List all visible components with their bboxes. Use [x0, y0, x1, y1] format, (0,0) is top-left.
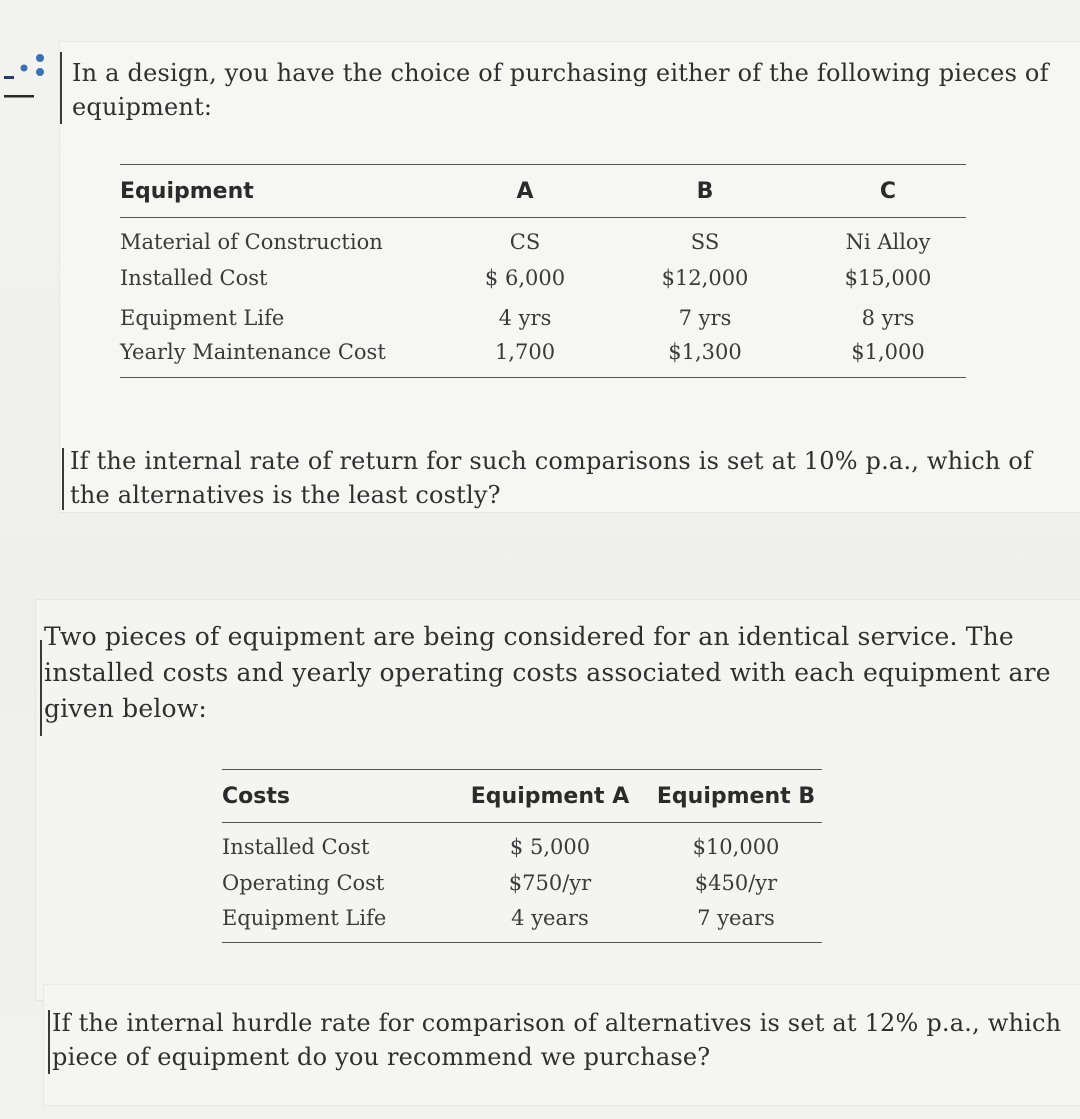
cell-c: Ni Alloy — [845, 229, 931, 254]
row-label: Installed Cost — [120, 265, 268, 290]
header-b: B — [696, 178, 714, 204]
header-costs: Costs — [222, 783, 290, 809]
cell-a: 4 years — [511, 906, 589, 931]
cell-a: $ 5,000 — [509, 834, 591, 859]
equipment-comparison-table — [120, 164, 966, 378]
problem-1-question: If the internal rate of return for such comparisons is set at 10% p.a., which of the alternatives is the least costly? — [70, 447, 1033, 509]
margin-marker-icon — [0, 50, 60, 110]
header-equipment: Equipment — [120, 178, 254, 204]
left-edge-line-1 — [60, 52, 62, 124]
table-row — [222, 863, 822, 903]
header-c: C — [879, 178, 897, 204]
table-header-row — [222, 770, 822, 823]
cell-a: CS — [509, 229, 541, 254]
cell-b: 7 years — [697, 906, 775, 931]
cell-b: $1,300 — [668, 340, 742, 365]
cell-a: 1,700 — [494, 340, 556, 365]
cell-b: $10,000 — [692, 834, 780, 859]
table-row — [120, 258, 966, 298]
table-row — [120, 338, 966, 378]
row-label: Installed Cost — [222, 834, 370, 859]
costs-comparison-table — [222, 769, 822, 943]
header-equipment-b: Equipment B — [656, 783, 816, 809]
table-row — [120, 218, 966, 258]
problem-2-intro: Two pieces of equipment are being considered for an identical service. The installed costs and yearly operating costs associated with each equipment are given below: — [44, 622, 1051, 723]
problem-2-question: If the internal hurdle rate for comparison of alternatives is set at 12% p.a., which piece of equipment do you recommend we purchase? — [52, 1009, 1062, 1071]
left-edge-line-2 — [62, 448, 64, 510]
row-label: Material of Construction — [120, 229, 383, 254]
cell-a: $750/yr — [508, 870, 592, 895]
table-row — [222, 903, 822, 943]
row-label: Operating Cost — [222, 870, 385, 895]
header-a: A — [516, 178, 534, 204]
cell-c: $15,000 — [844, 265, 932, 290]
cell-b: $12,000 — [661, 265, 749, 290]
cell-c: 8 yrs — [861, 305, 915, 330]
table-row — [222, 823, 822, 863]
left-edge-line-3 — [40, 640, 42, 736]
row-label: Equipment Life — [222, 906, 387, 931]
cell-b: $450/yr — [694, 870, 778, 895]
cell-b: SS — [690, 229, 720, 254]
cell-a: $ 6,000 — [484, 265, 566, 290]
row-label: Yearly Maintenance Cost — [120, 340, 386, 365]
cell-b: 7 yrs — [678, 305, 732, 330]
row-label: Equipment Life — [120, 305, 285, 330]
cell-c: $1,000 — [851, 340, 925, 365]
header-equipment-a: Equipment A — [470, 783, 630, 809]
left-edge-line-4 — [48, 1010, 50, 1074]
problem-1-intro: In a design, you have the choice of purchasing either of the following pieces of equipment: — [72, 59, 1049, 121]
table-header-row — [120, 165, 966, 218]
table-row — [120, 298, 966, 338]
cell-a: 4 yrs — [498, 305, 552, 330]
